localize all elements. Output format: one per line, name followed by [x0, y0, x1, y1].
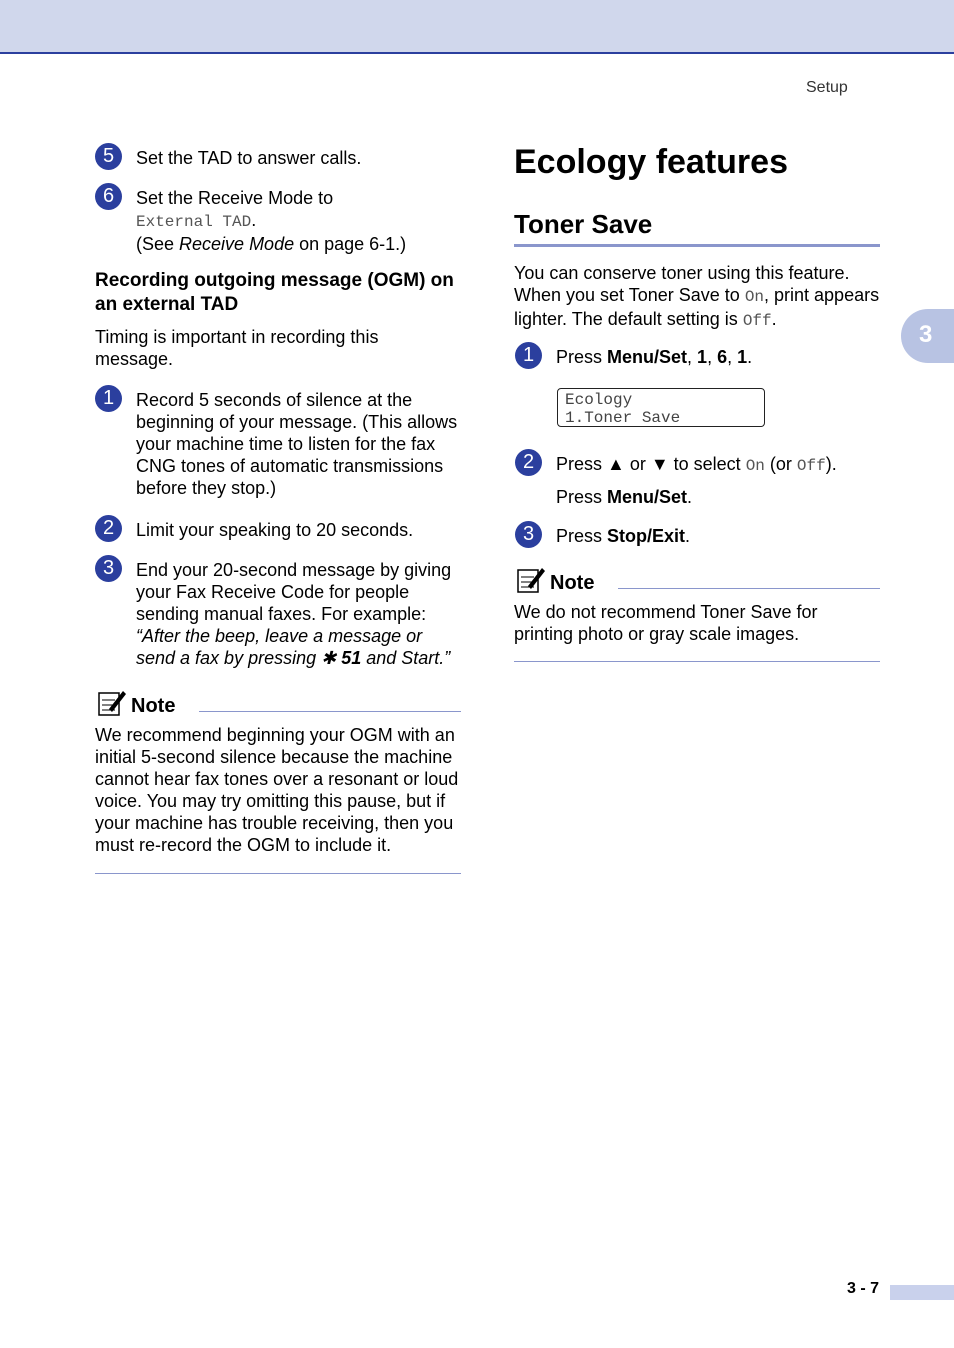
key-label: 1: [697, 347, 708, 367]
text: Press ▲ or ▼ to select: [556, 454, 746, 474]
step-number: 3: [95, 555, 122, 582]
off-value: Off: [742, 312, 772, 330]
step-text: [136, 559, 462, 669]
intro-part: , print appears lighter. The default setting is: [514, 285, 880, 329]
see-reference: Receive Mode: [179, 234, 295, 254]
text: Press: [556, 347, 608, 367]
text: Press: [556, 526, 608, 546]
footer-bar: [890, 1285, 954, 1300]
quote-text: “After the beep, leave a message or send a fax by pressing: [136, 626, 423, 668]
note-pencil-icon: [516, 566, 546, 594]
page-title: Ecology features: [514, 143, 788, 181]
step-text: [556, 453, 886, 508]
key-label: Menu/Set: [607, 487, 688, 507]
subheading: Recording outgoing message (OGM) on an external TAD: [95, 270, 454, 315]
section-header: Setup: [806, 79, 848, 96]
step-number: 2: [95, 515, 122, 542]
receive-code: 51: [336, 648, 362, 668]
step-number: 2: [515, 449, 542, 476]
lcd-line-2: 1.Toner Save: [565, 409, 681, 427]
see-suffix: on page 6-1.): [294, 234, 407, 254]
note-title: Note: [550, 572, 595, 594]
quote-end: and Start.”: [361, 648, 451, 668]
step-number: 5: [95, 143, 122, 170]
note-rule-top: [618, 588, 880, 589]
step-text: [136, 187, 466, 255]
text: ,: [727, 347, 738, 367]
step-number: 1: [95, 385, 122, 412]
text: (or: [764, 454, 797, 474]
text: ).: [825, 454, 837, 474]
step-main-text: End your 20-second message by giving your Fax Receive Code for people sending manual faxes. For example:: [136, 560, 452, 624]
mode-value: External TAD: [136, 213, 252, 231]
key-label: 6: [717, 347, 728, 367]
note-rule-bottom: [95, 873, 461, 874]
lcd-line-1: Ecology: [565, 391, 633, 409]
intro-part: You can conserve toner using this feature. When you set Toner Save to: [514, 263, 850, 305]
note-rule-top: [199, 711, 461, 712]
key-label: Menu/Set: [607, 347, 688, 367]
off-value: Off: [796, 457, 826, 475]
on-value: On: [744, 288, 765, 306]
note-title: Note: [131, 695, 176, 717]
step-text: Limit your speaking to 20 seconds.: [136, 520, 414, 540]
punct: .: [251, 210, 257, 230]
text: .: [687, 487, 693, 507]
step-text: [556, 346, 886, 368]
toner-intro: [514, 262, 880, 332]
note-rule-bottom: [514, 661, 880, 662]
example-quote: [136, 626, 450, 668]
step-line: Set the Receive Mode to: [136, 188, 334, 208]
text: ,: [707, 347, 718, 367]
see-prefix: (See: [136, 234, 180, 254]
step-number: 6: [95, 183, 122, 210]
note-text: We recommend beginning your OGM with an initial 5-second silence because the machine cannot hear fax tones over a resonant or loud voice. You may try omitting this pause, but if your machine has trouble receiving, then you must re-record the OGM to include it.: [95, 725, 459, 855]
step-text: [556, 525, 886, 547]
on-value: On: [745, 457, 765, 475]
key-label: 1: [737, 347, 748, 367]
text: .: [747, 347, 753, 367]
text: ,: [687, 347, 698, 367]
intro-text: Timing is important in recording this message.: [95, 327, 379, 369]
step-text: Set the TAD to answer calls.: [136, 148, 362, 168]
step-text: Record 5 seconds of silence at the beginning of your message. (This allows your machine time to listen for the fax CNG tones of automatic transmissions before they stop.): [136, 390, 458, 498]
step-number: 1: [515, 342, 542, 369]
star-key: ✱: [321, 648, 337, 668]
step-number: 3: [515, 521, 542, 548]
section-rule: [514, 244, 880, 247]
lcd-display: [557, 388, 765, 427]
note-text: We do not recommend Toner Save for printing photo or gray scale images.: [514, 602, 818, 644]
intro-part: .: [771, 309, 777, 329]
page-number: 3 - 7: [847, 1280, 880, 1297]
section-title: Toner Save: [514, 209, 653, 239]
key-label: Stop/Exit: [607, 526, 686, 546]
text: Press: [556, 487, 608, 507]
chapter-tab: [901, 309, 954, 363]
text: .: [685, 526, 691, 546]
chapter-number: 3: [919, 321, 933, 348]
note-pencil-icon: [97, 689, 127, 717]
header-band: [0, 0, 954, 54]
